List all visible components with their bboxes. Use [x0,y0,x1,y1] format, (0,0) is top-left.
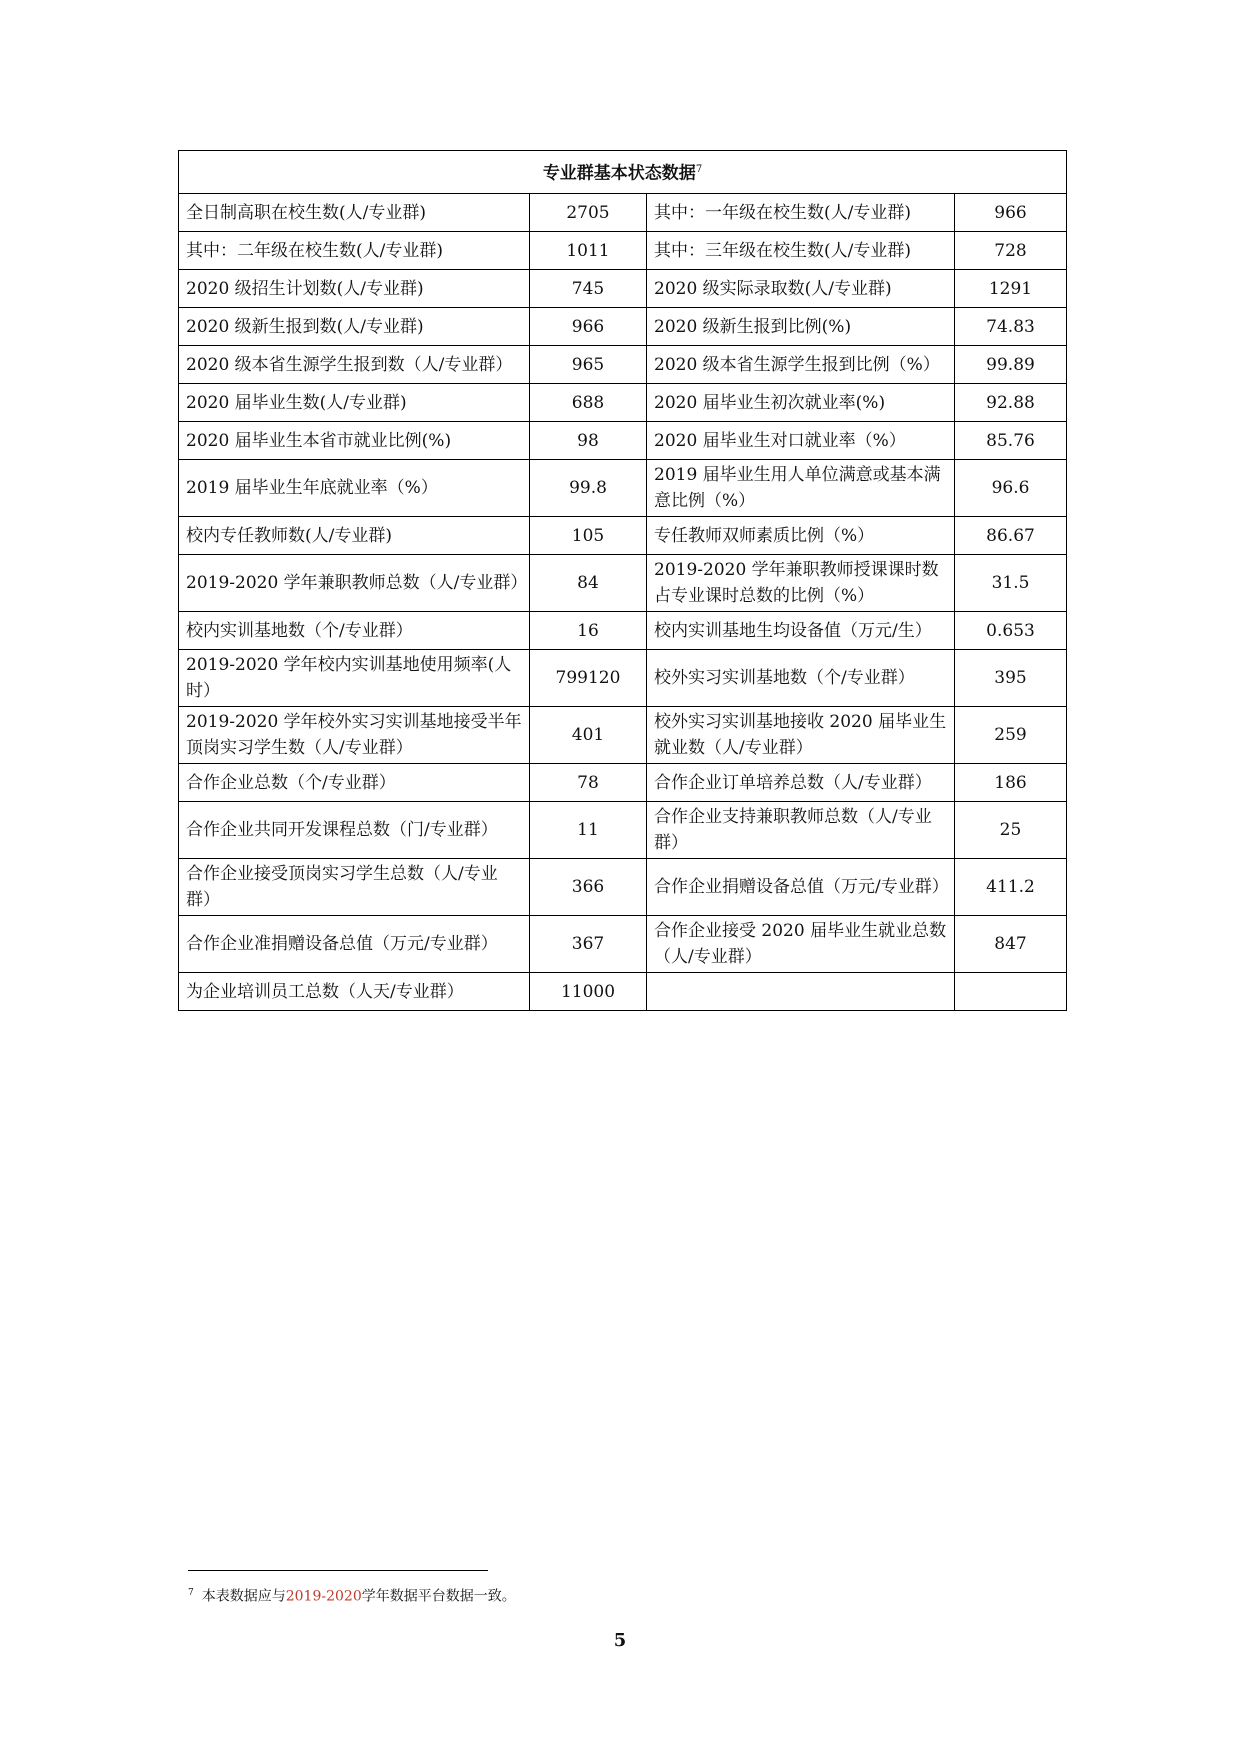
table-row [179,270,1067,308]
table-row [179,517,1067,555]
table-row [179,194,1067,232]
row-value-left: 745 [530,270,647,308]
table-row [179,764,1067,802]
row-value-left: 11000 [530,973,647,1011]
table-row [179,555,1067,612]
row-label-right: 2020 届毕业生对口就业率（%） [647,422,955,460]
row-label-right: 合作企业订单培养总数（人/专业群） [647,764,955,802]
row-value-right: 966 [955,194,1067,232]
row-value-right: 92.88 [955,384,1067,422]
row-value-right [955,973,1067,1011]
row-value-left: 16 [530,612,647,650]
table-row [179,802,1067,859]
row-label-left: 2020 届毕业生本省市就业比例(%) [179,422,530,460]
table-row [179,650,1067,707]
row-value-left: 78 [530,764,647,802]
row-label-left: 2020 级本省生源学生报到数（人/专业群） [179,346,530,384]
row-value-right: 86.67 [955,517,1067,555]
row-label-right: 校外实习实训基地接收 2020 届毕业生就业数（人/专业群） [647,707,955,764]
row-value-left: 1011 [530,232,647,270]
row-value-right: 96.6 [955,460,1067,517]
row-value-right: 0.653 [955,612,1067,650]
table-body [179,194,1067,1011]
row-value-left: 98 [530,422,647,460]
table-row [179,916,1067,973]
footnote-divider [188,1570,488,1571]
row-label-right: 其中：三年级在校生数(人/专业群) [647,232,955,270]
table-title-text: 专业群基本状态数据 [542,163,696,184]
row-value-left: 366 [530,859,647,916]
row-label-right: 2019 届毕业生用人单位满意或基本满意比例（%） [647,460,955,517]
row-value-left: 799120 [530,650,647,707]
row-label-right: 2020 级新生报到比例(%) [647,308,955,346]
row-label-left: 校内实训基地数（个/专业群） [179,612,530,650]
row-label-right: 合作企业接受 2020 届毕业生就业总数（人/专业群） [647,916,955,973]
row-value-right: 99.89 [955,346,1067,384]
row-value-right: 411.2 [955,859,1067,916]
row-value-left: 105 [530,517,647,555]
table-row [179,612,1067,650]
table-row [179,232,1067,270]
row-label-right: 2020 级实际录取数(人/专业群) [647,270,955,308]
row-value-right: 395 [955,650,1067,707]
row-value-left: 688 [530,384,647,422]
table-title-row [179,151,1067,194]
row-label-right: 2020 届毕业生初次就业率(%) [647,384,955,422]
table-row [179,859,1067,916]
row-value-right: 85.76 [955,422,1067,460]
status-data-table [178,150,1067,1011]
row-label-left: 全日制高职在校生数(人/专业群) [179,194,530,232]
row-label-left: 合作企业共同开发课程总数（门/专业群） [179,802,530,859]
row-label-left: 2020 级招生计划数(人/专业群) [179,270,530,308]
row-label-left: 2019-2020 学年校内实训基地使用频率(人时） [179,650,530,707]
row-label-left: 合作企业接受顶岗实习学生总数（人/专业群） [179,859,530,916]
row-value-right: 74.83 [955,308,1067,346]
row-value-left: 99.8 [530,460,647,517]
table-row [179,460,1067,517]
row-label-left: 2019 届毕业生年底就业率（%） [179,460,530,517]
row-label-right: 校外实习实训基地数（个/专业群） [647,650,955,707]
row-value-right: 847 [955,916,1067,973]
row-value-right: 186 [955,764,1067,802]
row-label-left: 校内专任教师数(人/专业群) [179,517,530,555]
row-value-right: 259 [955,707,1067,764]
row-value-left: 367 [530,916,647,973]
row-label-right [647,973,955,1011]
table-row [179,346,1067,384]
row-value-left: 2705 [530,194,647,232]
row-label-left: 合作企业总数（个/专业群） [179,764,530,802]
page-number: 5 [613,1630,627,1651]
table-row [179,308,1067,346]
row-label-left: 2019-2020 学年校外实习实训基地接受半年顶岗实习学生数（人/专业群） [179,707,530,764]
row-label-right: 其中：一年级在校生数(人/专业群) [647,194,955,232]
row-label-left: 2019-2020 学年兼职教师总数（人/专业群） [179,555,530,612]
row-label-left: 其中：二年级在校生数(人/专业群) [179,232,530,270]
row-value-left: 84 [530,555,647,612]
table-row [179,384,1067,422]
title-footnote-marker: 7 [695,164,703,176]
row-label-left: 2020 届毕业生数(人/专业群) [179,384,530,422]
row-label-left: 合作企业准捐赠设备总值（万元/专业群） [179,916,530,973]
table-row [179,973,1067,1011]
row-value-right: 1291 [955,270,1067,308]
row-label-left: 为企业培训员工总数（人天/专业群） [179,973,530,1011]
row-label-right: 2020 级本省生源学生报到比例（%） [647,346,955,384]
row-label-left: 2020 级新生报到数(人/专业群) [179,308,530,346]
row-value-right: 728 [955,232,1067,270]
row-value-right: 25 [955,802,1067,859]
row-value-left: 965 [530,346,647,384]
row-label-right: 校内实训基地生均设备值（万元/生） [647,612,955,650]
table-row [179,707,1067,764]
table-row [179,422,1067,460]
row-label-right: 2019-2020 学年兼职教师授课课时数占专业课时总数的比例（%） [647,555,955,612]
footnote-highlight: 2019-2020 [285,1588,362,1605]
row-label-right: 合作企业捐赠设备总值（万元/专业群） [647,859,955,916]
row-value-left: 966 [530,308,647,346]
footnote-text-after: 学年数据平台数据一致。 [361,1588,516,1605]
row-value-left: 11 [530,802,647,859]
row-value-left: 401 [530,707,647,764]
row-label-right: 专任教师双师素质比例（%） [647,517,955,555]
row-label-right: 合作企业支持兼职教师总数（人/专业群） [647,802,955,859]
table-title [179,151,1067,194]
footnote-marker: 7 [188,1588,194,1598]
footnote-text-before: 本表数据应与 [201,1588,286,1605]
footnote [188,1583,516,1607]
row-value-right: 31.5 [955,555,1067,612]
